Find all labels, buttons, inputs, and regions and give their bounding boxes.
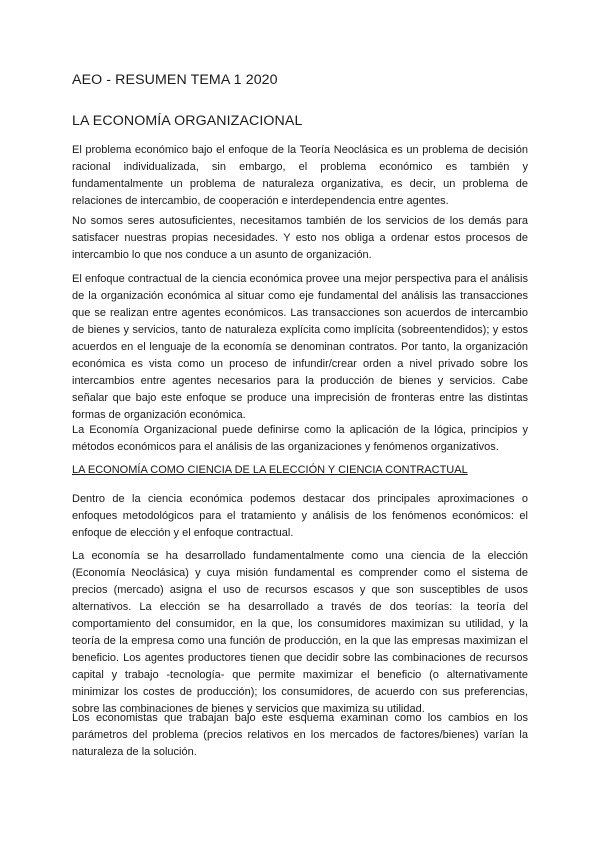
document-title: AEO - RESUMEN TEMA 1 2020 [72,72,278,88]
paragraph-body-2: La economía se ha desarrollado fundamentalmente como una ciencia de la elección (Economía Neoclásica) y cuya misión fundamental es comprender como el sistema de precios (mercado) asigna el uso de recursos escasos y que son susceptibles de usos alternativos. La elección se ha desarrollado a través de dos teorías: la teoría del comportamiento del consumidor, en la que, los consumidores maximizan su utilidad, y la teoría de la empresa como una función de producción, en la que las empresas maximizan el beneficio. Los agentes productores tienen que decidir sobre las combinaciones de recursos capital y trabajo -tecnología- que permite maximizar el beneficio (o alternativamente minimizar los costes de producción); los consumidores, de acuerdo con sus preferencias, sobre las combinaciones de bienes y servicios que maximiza su utilidad. [72,550,528,715]
paragraph-intro-3: El enfoque contractual de la ciencia económica provee una mejor perspectiva para el análisis de la organización económica al situar como eje fundamental del análisis las transacciones que se realizan entre agentes económicos. Las transacciones son acuerdos de intercambio de bienes y servicios, tanto de naturaleza explícita como implícita (sobreentendidos); y estos acuerdos en el lenguaje de la economía se denominan contratos. Por tanto, la organización económica es vista como un proceso de infundir/crear orden a nivel privado sobre los intercambios entre agentes necesarios para la producción de bienes y servicios. Cabe señalar que bajo este enfoque se produce una imprecisión de fronteras entre las distintas formas de organización económica. [72,273,528,421]
subsection-heading: LA ECONOMÍA COMO CIENCIA DE LA ELECCIÓN Y CIENCIA CONTRACTUAL [72,464,468,476]
paragraph-body-3: Los economistas que trabajan bajo este esquema examinan como los cambios en los parámetros del problema (precios relativos en los mercados de factores/bienes) varían la naturaleza de la solución. [72,712,528,758]
paragraph-body-1: Dentro de la ciencia económica podemos destacar dos principales aproximaciones o enfoques metodológicos para el tratamiento y análisis de los fenómenos económicos: el enfoque de elección y el enfoque contractual. [72,493,528,539]
section-title: LA ECONOMÍA ORGANIZACIONAL [72,113,303,129]
paragraph-intro-4: La Economía Organizacional puede definirse como la aplicación de la lógica, principios y métodos económicos para el análisis de las organizaciones y fenómenos organizativos. [72,424,528,453]
paragraph-intro-1: El problema económico bajo el enfoque de la Teoría Neoclásica es un problema de decisión racional individualizada, sin embargo, el problema económico es también y fundamentalmente un problema de naturaleza organizativa, es decir, un problema de relaciones de intercambio, de cooperación e interdependencia entre agentes. [72,144,528,207]
paragraph-intro-2: No somos seres autosuficientes, necesitamos también de los servicios de los demás para satisfacer nuestras propias necesidades. Y esto nos obliga a ordenar estos procesos de intercambio lo que nos conduce a un asunto de organización. [72,215,528,261]
